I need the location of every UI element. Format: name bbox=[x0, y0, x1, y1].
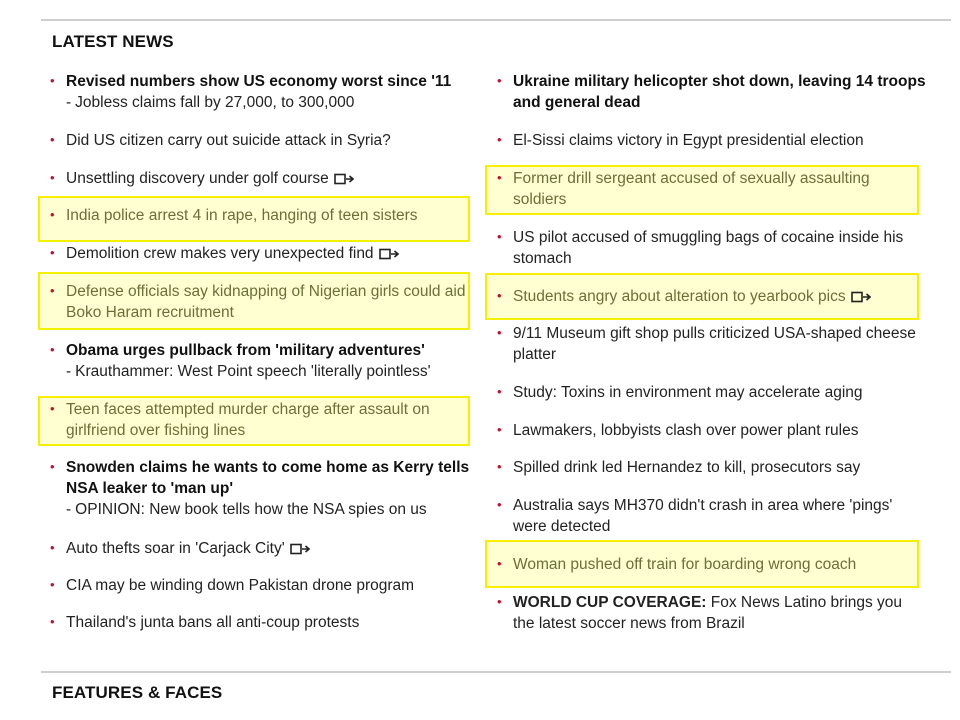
bullet-dot-icon: • bbox=[50, 577, 55, 592]
headline-link[interactable]: Did US citizen carry out suicide attack in Syria? bbox=[66, 132, 391, 149]
headline-link[interactable]: Obama urges pullback from 'military adventures' bbox=[66, 342, 425, 359]
news-item bbox=[497, 227, 927, 269]
news-item bbox=[50, 130, 480, 151]
headline-link[interactable]: Students angry about alteration to yearbook pics bbox=[513, 286, 927, 307]
news-item bbox=[50, 71, 480, 113]
bullet-dot-icon: • bbox=[497, 132, 502, 147]
news-item bbox=[50, 243, 480, 264]
news-item bbox=[50, 399, 480, 441]
headline-link[interactable]: Ukraine military helicopter shot down, leaving 14 troops and general dead bbox=[513, 73, 926, 111]
bullet-dot-icon: • bbox=[497, 73, 502, 88]
video-play-icon bbox=[379, 248, 399, 260]
headline-link[interactable]: Lawmakers, lobbyists clash over power plant rules bbox=[513, 422, 859, 439]
sub-headline-link[interactable]: - Krauthammer: West Point speech 'literally pointless' bbox=[66, 363, 431, 380]
headline-link[interactable]: Former drill sergeant accused of sexually assaulting soldiers bbox=[513, 170, 870, 208]
news-item bbox=[50, 281, 480, 323]
sub-headline-link[interactable]: - OPINION: New book tells how the NSA spies on us bbox=[66, 501, 427, 518]
video-play-icon bbox=[851, 291, 871, 303]
news-item bbox=[497, 457, 927, 478]
features-faces-heading: FEATURES & FACES bbox=[52, 683, 223, 702]
bullet-dot-icon: • bbox=[497, 288, 502, 303]
bullet-dot-icon: • bbox=[50, 73, 55, 88]
news-item bbox=[497, 323, 927, 365]
bullet-dot-icon: • bbox=[497, 422, 502, 437]
headline-link[interactable]: Demolition crew makes very unexpected find bbox=[66, 243, 480, 264]
news-item bbox=[497, 592, 927, 634]
bullet-dot-icon: • bbox=[497, 325, 502, 340]
bullet-dot-icon: • bbox=[50, 540, 55, 555]
top-divider bbox=[41, 19, 951, 21]
bullet-dot-icon: • bbox=[50, 401, 55, 416]
headline-link[interactable]: El-Sissi claims victory in Egypt presidential election bbox=[513, 132, 864, 149]
news-item bbox=[497, 382, 927, 403]
bullet-dot-icon: • bbox=[50, 207, 55, 222]
bullet-dot-icon: • bbox=[50, 342, 55, 357]
news-item bbox=[50, 457, 480, 520]
news-item bbox=[497, 286, 927, 307]
news-item bbox=[50, 168, 480, 189]
headline-link[interactable]: Revised numbers show US economy worst since '11 bbox=[66, 73, 452, 90]
headline-link[interactable]: US pilot accused of smuggling bags of cocaine inside his stomach bbox=[513, 229, 904, 267]
headline-link[interactable]: Spilled drink led Hernandez to kill, prosecutors say bbox=[513, 459, 861, 476]
headline-link[interactable]: Auto thefts soar in 'Carjack City' bbox=[66, 538, 480, 559]
headline-link[interactable]: 9/11 Museum gift shop pulls criticized USA-shaped cheese platter bbox=[513, 325, 916, 363]
headline-link[interactable]: CIA may be winding down Pakistan drone program bbox=[66, 577, 415, 594]
headline-link[interactable]: Australia says MH370 didn't crash in area where 'pings' were detected bbox=[513, 497, 893, 535]
news-item bbox=[50, 575, 480, 596]
headline-link[interactable]: Snowden claims he wants to come home as Kerry tells NSA leaker to 'man up' bbox=[66, 459, 470, 497]
latest-news-heading: LATEST NEWS bbox=[52, 32, 174, 51]
bullet-dot-icon: • bbox=[497, 497, 502, 512]
headline-link[interactable]: Defense officials say kidnapping of Nigerian girls could aid Boko Haram recruitment bbox=[66, 283, 466, 321]
sub-headline-link[interactable]: - Jobless claims fall by 27,000, to 300,000 bbox=[66, 94, 355, 111]
bullet-dot-icon: • bbox=[50, 245, 55, 260]
video-play-icon bbox=[290, 543, 310, 555]
world-cup-label: WORLD CUP COVERAGE: bbox=[513, 594, 707, 611]
news-item bbox=[50, 538, 480, 559]
bullet-dot-icon: • bbox=[50, 459, 55, 474]
headline-link[interactable]: Thailand's junta bans all anti-coup protests bbox=[66, 614, 360, 631]
bullet-dot-icon: • bbox=[497, 170, 502, 185]
bottom-divider bbox=[41, 671, 951, 673]
bullet-dot-icon: • bbox=[497, 459, 502, 474]
bullet-dot-icon: • bbox=[50, 283, 55, 298]
bullet-dot-icon: • bbox=[497, 384, 502, 399]
bullet-dot-icon: • bbox=[497, 229, 502, 244]
news-item bbox=[50, 205, 480, 226]
news-item bbox=[50, 612, 480, 633]
bullet-dot-icon: • bbox=[50, 170, 55, 185]
news-item bbox=[497, 495, 927, 537]
bullet-dot-icon: • bbox=[497, 556, 502, 571]
news-item bbox=[497, 130, 927, 151]
news-item bbox=[50, 340, 480, 382]
bullet-dot-icon: • bbox=[50, 132, 55, 147]
headline-link[interactable]: Woman pushed off train for boarding wrong coach bbox=[513, 556, 857, 573]
news-item bbox=[497, 420, 927, 441]
headline-link[interactable]: India police arrest 4 in rape, hanging of teen sisters bbox=[66, 207, 418, 224]
video-play-icon bbox=[334, 173, 354, 185]
bullet-dot-icon: • bbox=[50, 614, 55, 629]
bullet-dot-icon: • bbox=[497, 594, 502, 609]
news-item bbox=[497, 168, 927, 210]
headline-link[interactable]: Unsettling discovery under golf course bbox=[66, 168, 480, 189]
news-item bbox=[497, 71, 927, 113]
headline-link[interactable]: WORLD CUP COVERAGE: Fox News Latino brings you the latest soccer news from Brazil bbox=[513, 594, 903, 632]
headline-link[interactable]: Study: Toxins in environment may accelerate aging bbox=[513, 384, 863, 401]
headline-link[interactable]: Teen faces attempted murder charge after assault on girlfriend over fishing lines bbox=[66, 401, 430, 439]
news-item bbox=[497, 554, 927, 575]
